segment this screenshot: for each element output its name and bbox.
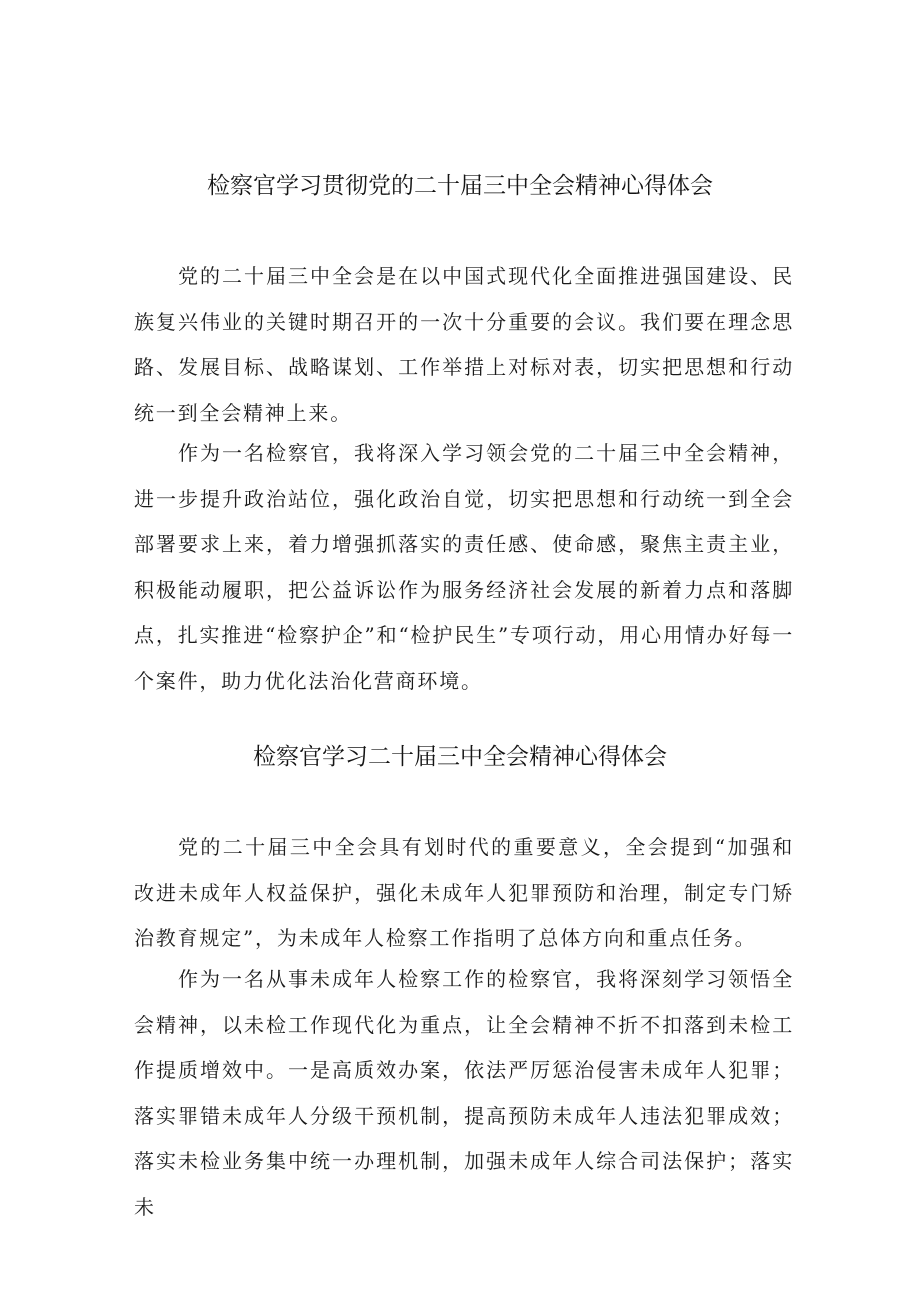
article-title-2: 检察官学习二十届三中全会精神心得体会 [253, 744, 667, 770]
article-2-paragraph-1: 党的二十届三中全会具有划时代的重要意义，全会提到“加强和改进未成年人权益保护，强化未成年人犯罪预防和治理，制定专门矫治教育规定”，为未成年人检察工作指明了总体方向和重点任务。 [134, 835, 794, 950]
article-1-paragraph-2: 作为一名检察官，我将深入学习领会党的二十届三中全会精神，进一步提升政治站位，强化政治自觉，切实把思想和行动统一到全会部署要求上来，着力增强抓落实的责任感、使命感，聚焦主责主业，积极能动履职，把公益诉讼作为服务经济社会发展的新着力点和落脚点，扎实推进“检察护企”和“检护民生”专项行动，用心用情办好每一个案件，助力优化法治化营商环境。 [134, 441, 794, 693]
article-title-1: 检察官学习贯彻党的二十届三中全会精神心得体会 [207, 173, 713, 199]
article-1-paragraph-1: 党的二十届三中全会是在以中国式现代化全面推进强国建设、民族复兴伟业的关键时期召开的一次十分重要的会议。我们要在理念思路、发展目标、战略谋划、工作举措上对标对表，切实把思想和行动统一到全会精神上来。 [134, 264, 794, 425]
article-2-paragraph-2: 作为一名从事未成年人检察工作的检察官，我将深刻学习领悟全会精神，以未检工作现代化为重点，让全会精神不折不扣落到未检工作提质增效中。一是高质效办案，依法严厉惩治侵害未成年人犯罪；落实罪错未成年人分级干预机制，提高预防未成年人违法犯罪成效；落实未检业务集中统一办理机制，加强未成年人综合司法保护；落实未 [134, 967, 794, 1219]
